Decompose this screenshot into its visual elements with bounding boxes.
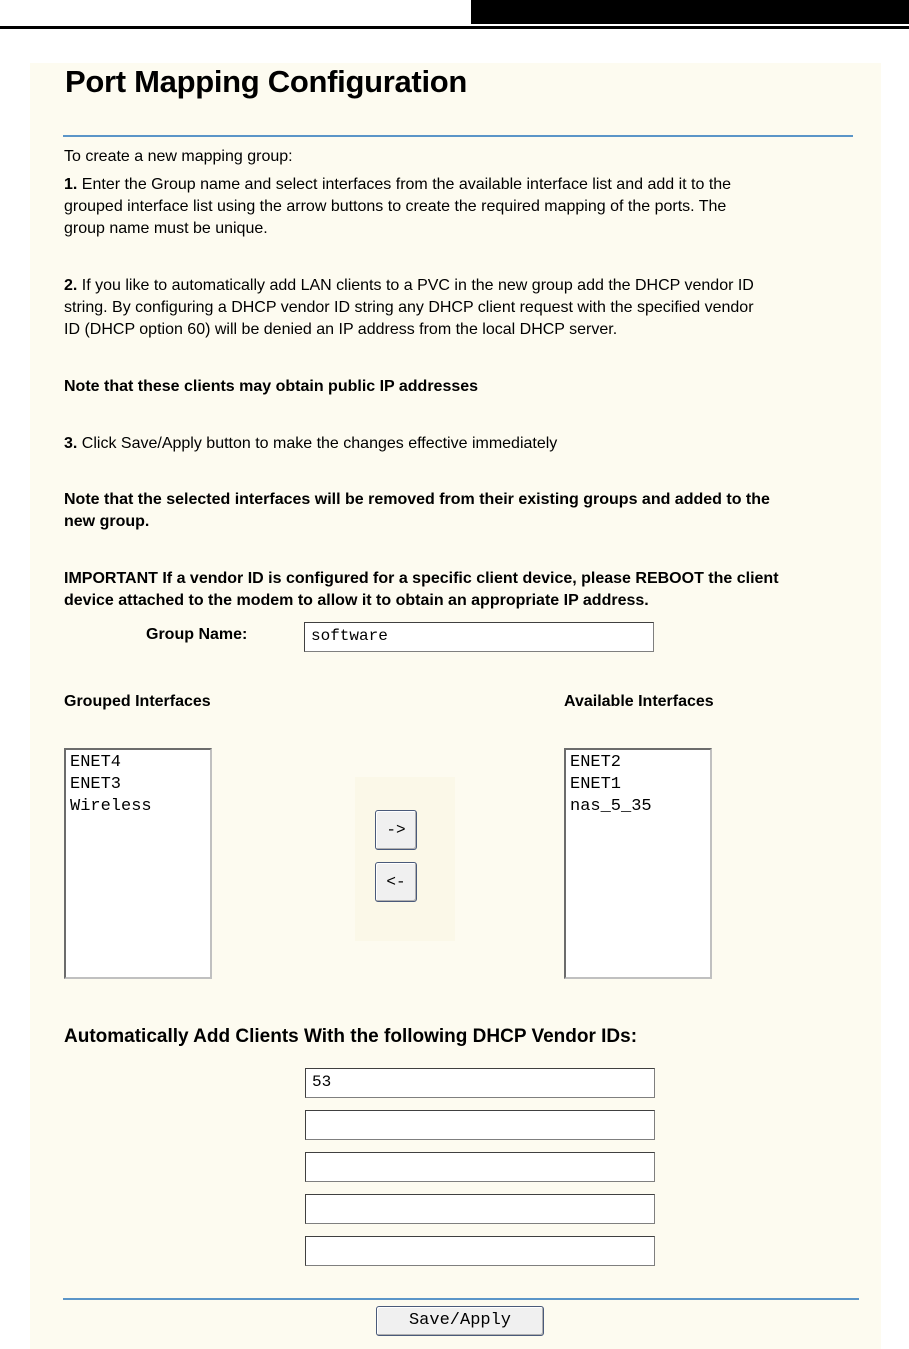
vendor-id-input-4[interactable] xyxy=(305,1194,655,1224)
grouped-interfaces-list[interactable] xyxy=(64,748,212,979)
available-interfaces-list[interactable] xyxy=(564,748,712,979)
step1-line3: group name must be unique. xyxy=(64,220,268,237)
intro-text: To create a new mapping group: xyxy=(64,148,293,165)
list-item[interactable]: ENET3 xyxy=(70,775,122,794)
step2-line1: If you like to automatically add LAN clients to a PVC in the new group add the DHCP vendor ID xyxy=(81,277,754,294)
list-item[interactable]: ENET1 xyxy=(570,775,622,794)
grouped-interfaces-label: Grouped Interfaces xyxy=(64,693,211,710)
vendor-id-input-3[interactable] xyxy=(305,1152,655,1182)
step1-line2: grouped interface list using the arrow buttons to create the required mapping of the ports. The xyxy=(64,198,727,215)
bottom-divider xyxy=(63,1298,859,1300)
header-divider xyxy=(0,26,909,29)
move-left-button[interactable]: <- xyxy=(375,862,417,902)
important-line2: device attached to the modem to allow it to obtain an appropriate IP address. xyxy=(64,592,649,609)
step2-number: 2. xyxy=(64,277,78,294)
step1-text xyxy=(64,174,731,240)
save-apply-button[interactable]: Save/Apply xyxy=(376,1306,544,1336)
note-interfaces xyxy=(64,489,770,533)
move-right-button[interactable]: -> xyxy=(375,810,417,850)
note-public-ip: Note that these clients may obtain public IP addresses xyxy=(64,378,479,395)
step1-line1: Enter the Group name and select interfaces from the available interface list and add it to the xyxy=(81,176,732,193)
step3-text xyxy=(64,433,557,455)
page-title: Port Mapping Configuration xyxy=(65,64,468,99)
vendor-id-input-1[interactable]: 53 xyxy=(305,1068,655,1098)
vendor-id-input-5[interactable] xyxy=(305,1236,655,1266)
vendor-ids-heading: Automatically Add Clients With the following DHCP Vendor IDs: xyxy=(64,1026,638,1047)
note-interfaces-line1: Note that the selected interfaces will be removed from their existing groups and added to the xyxy=(64,491,770,508)
title-divider xyxy=(63,135,853,137)
group-name-label: Group Name: xyxy=(146,626,248,643)
list-item[interactable]: Wireless xyxy=(70,797,152,816)
header-bar xyxy=(471,0,909,24)
vendor-id-input-2[interactable] xyxy=(305,1110,655,1140)
step3-line: Click Save/Apply button to make the changes effective immediately xyxy=(81,435,558,452)
arrow-button-area xyxy=(355,777,455,941)
step3-number: 3. xyxy=(64,435,78,452)
note-interfaces-line2: new group. xyxy=(64,513,150,530)
list-item[interactable]: ENET4 xyxy=(70,753,122,772)
group-name-input[interactable]: software xyxy=(304,622,654,652)
step2-line2: string. By configuring a DHCP vendor ID string any DHCP client request with the specified vendor xyxy=(64,299,754,316)
important-note xyxy=(64,568,779,612)
list-item[interactable]: ENET2 xyxy=(570,753,622,772)
step2-text xyxy=(64,275,754,341)
list-item[interactable]: nas_5_35 xyxy=(570,797,652,816)
available-interfaces-label: Available Interfaces xyxy=(564,693,714,710)
step1-number: 1. xyxy=(64,176,78,193)
important-line1: IMPORTANT If a vendor ID is configured for a specific client device, please REBOOT the client xyxy=(64,570,779,587)
step2-line3: ID (DHCP option 60) will be denied an IP address from the local DHCP server. xyxy=(64,321,618,338)
